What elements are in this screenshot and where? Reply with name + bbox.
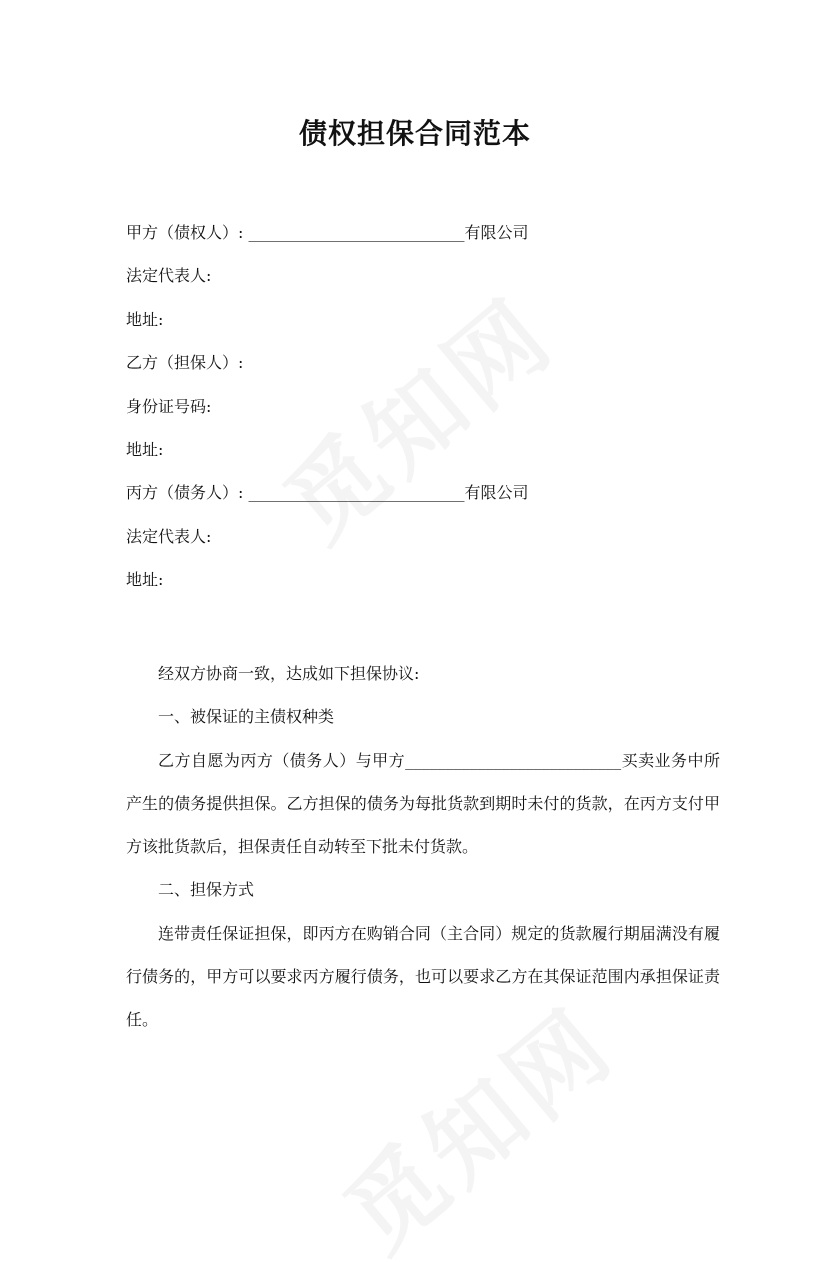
- party-c-address: 地址:: [126, 570, 164, 590]
- party-a-address: 地址:: [126, 309, 164, 329]
- document-title: 债权担保合同范本: [298, 117, 531, 150]
- section-1-text: 乙方自愿为丙方（债务人）与甲方___________________________买卖业务中所产生的债务提供担保。乙方担保的债务为每批货款到期时未付的货款，在丙方支付甲方该批货款后，担保责任自动转至下批未付货款。: [126, 750, 720, 857]
- party-b-id-number: 身份证号码:: [126, 396, 212, 416]
- agreement-intro: 经双方协商一致，达成如下担保协议:: [158, 664, 420, 683]
- section-1-heading: 一、被保证的主债权种类: [158, 707, 335, 727]
- party-a-legal-representative: 法定代表人:: [126, 266, 212, 286]
- section-2-heading: 二、担保方式: [158, 880, 255, 900]
- party-a-creditor: 甲方（债权人）: ___________________________有限公司: [126, 223, 529, 242]
- party-c-debtor: 丙方（债务人）: ___________________________有限公司: [126, 483, 529, 503]
- party-b-guarantor: 乙方（担保人）:: [126, 353, 244, 373]
- section-2-text: 连带责任保证担保，即丙方在购销合同（主合同）规定的货款履行期届满没有履行债务的，甲方可以要求丙方履行债务，也可以要求乙方在其保证范围内承担保证责任。: [126, 923, 720, 1030]
- party-b-address: 地址:: [126, 439, 164, 459]
- party-c-legal-representative: 法定代表人:: [126, 526, 212, 546]
- contract-body: [126, 652, 720, 1042]
- party-info-block: [126, 218, 726, 609]
